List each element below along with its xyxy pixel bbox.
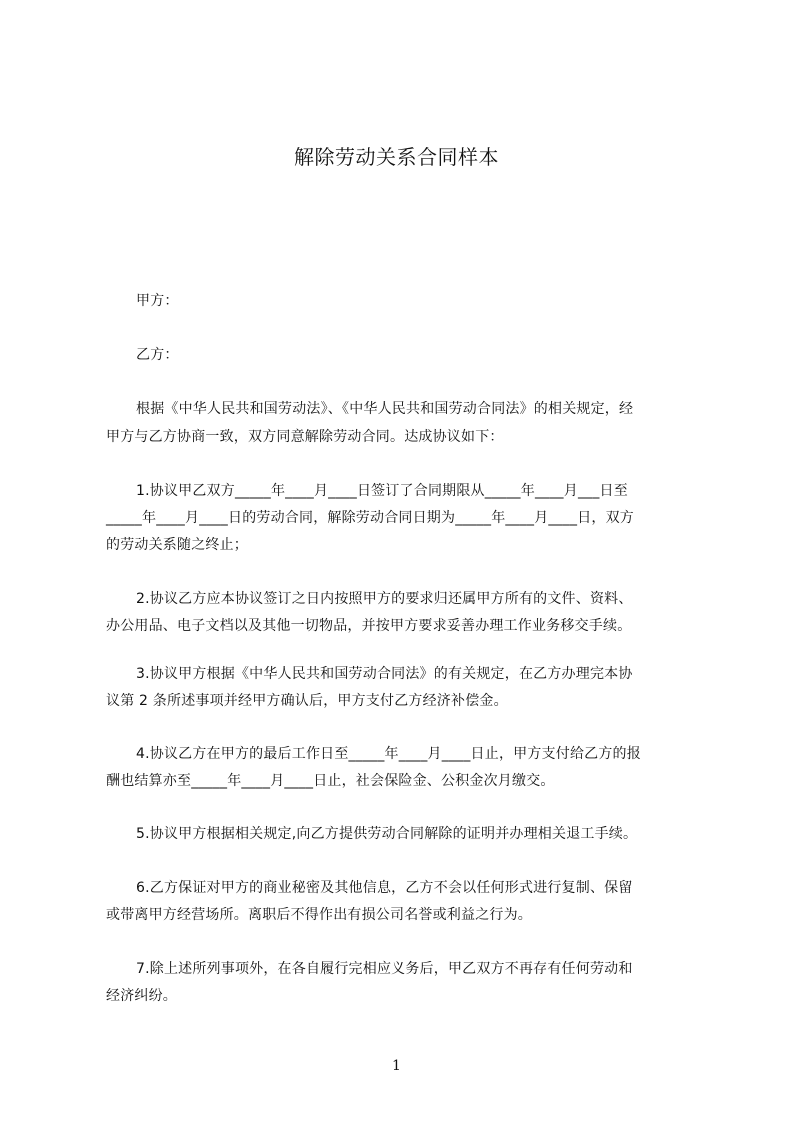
clause-line: 或带离甲方经营场所。离职后不得作出有损公司名誉或利益之行为。 [106,907,532,923]
clause-line: 3.协议甲方根据《中华人民共和国劳动合同法》的有关规定，在乙方办理完本协 [136,666,633,682]
clause-line: 5.协议甲方根据相关规定,向乙方提供劳动合同解除的证明并办理相关退工手续。 [136,826,638,842]
clause-line: 酬也结算亦至_____年____月____日止，社会保险金、公积金次月缴交。 [106,773,555,789]
clause-line: 1.协议甲乙双方_____年____月____日签订了合同期限从_____年____月___日至 [136,483,628,499]
clause-line: 议第 2 条所述事项并经甲方确认后，甲方支付乙方经济补偿金。 [106,693,508,709]
page-number: 1 [392,1058,401,1074]
preamble-line: 甲方与乙方协商一致，双方同意解除劳动合同。达成协议如下： [106,429,504,445]
clause-line: _____年____月____日的劳动合同，解除劳动合同日期为_____年____月____日，双方 [106,510,634,526]
clause-line: 办公用品、电子文档以及其他一切物品，并按甲方要求妥善办理工作业务移交手续。 [106,618,632,634]
party-a-label: 甲方： [136,293,179,309]
clause-line: 的劳动关系随之终止； [106,537,248,553]
clause-line: 经济纠纷。 [106,988,177,1004]
clause-line: 4.协议乙方在甲方的最后工作日至_____年____月____日止，甲方支付给乙方的报 [136,746,641,762]
preamble-line: 根据《中华人民共和国劳动法》、《中华人民共和国劳动合同法》的相关规定，经 [136,401,634,417]
clause-line: 2.协议乙方应本协议签订之日内按照甲方的要求归还属甲方所有的文件、资料、 [136,591,633,607]
document-title: 解除劳动关系合同样本 [294,145,499,169]
clause-line: 7.除上述所列事项外，在各自履行完相应义务后，甲乙双方不再存有任何劳动和 [136,961,633,977]
party-b-label: 乙方： [136,347,179,363]
clause-line: 6.乙方保证对甲方的商业秘密及其他信息，乙方不会以任何形式进行复制、保留 [136,880,633,896]
